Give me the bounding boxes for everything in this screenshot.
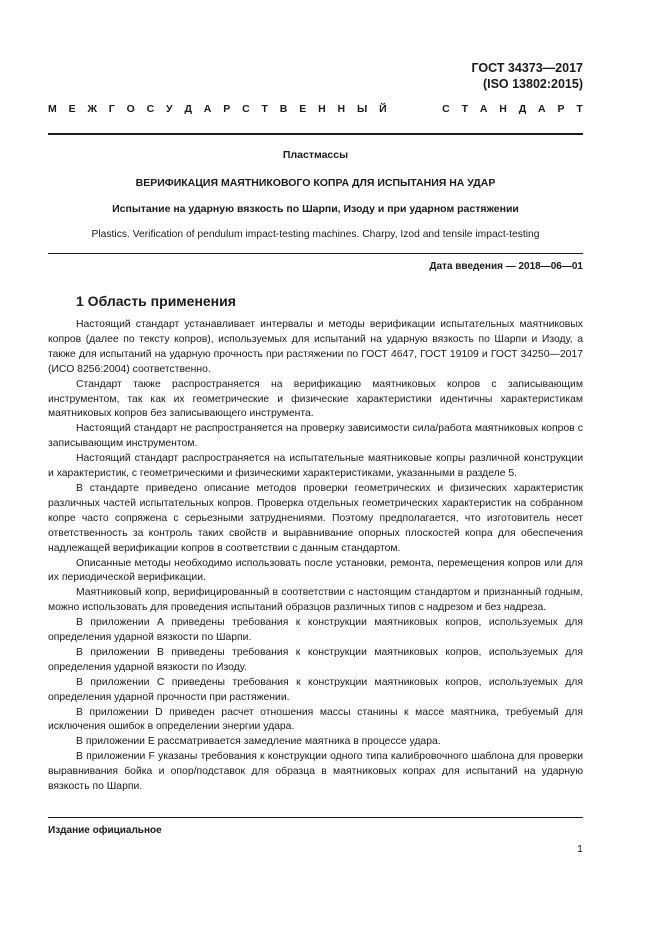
paragraph: В приложении F указаны требования к конструкции одного типа калибровочного шаблона для проверки выравнивания бойка и опор/подставок для образца в маятниковых копрах для испытаний на ударную вязкость по Шарпи. [48,751,583,793]
type-letter: Е [299,103,307,115]
paragraph: В приложении Е рассматривается замедление маятника в процессе удара. [76,736,441,748]
section-heading: 1 Область применения [76,293,236,309]
type-letter: Н [499,103,507,115]
paragraph: В стандарте приведено описание методов проверки геометрических и физических характеристик различных частей испытательных копров. Проверка отдельных геометрических характеристик на собранном копре часто сопряжена с серьезными затруднениями. Поэтому предполагается, что изготовитель несет ответственность за контроль таких свойств и выравнивание опорных плоскостей копра для обеспечения надлежащей верификации копров в соответствии с данным стандартом. [48,482,583,554]
type-letter: Т [461,103,468,115]
paragraph: Настоящий стандарт распространяется на испытательные маятниковые копры различной конструкции и характеристик, с геометрическими и физическими характеристиками, указанными в разделе 5. [48,453,583,480]
document-title: ВЕРИФИКАЦИЯ МАЯТНИКОВОГО КОПРА ДЛЯ ИСПЫТАНИЯ НА УДАР [135,177,496,189]
document-subtitle: Испытание на ударную вязкость по Шарпи, Изоду и при ударном растяжении [112,203,519,215]
footer-divider [48,817,583,818]
type-letter: Д [184,103,192,115]
paragraph: Настоящий стандарт устанавливает интервалы и методы верификации испытательных маятниковых копров (далее по тексту копров), используемых для испытаний на ударную вязкость по Шарпи и Изоду, а также для испытаний на ударную прочность при растяжении по ГОСТ 4647, ГОСТ 19109 и ГОСТ 34250—2017 (ИСО 8256:2004) соответственно. [48,319,583,375]
type-letter: Р [223,103,231,115]
type-letter: Ы [356,103,368,115]
word-gap [398,103,408,115]
paragraph: Настоящий стандарт не распространяется на проверку зависимости сила/работа маятниковых копров с записывающим инструментом. [48,423,583,450]
paragraph: Описанные методы необходимо использовать после установки, ремонта, перемещения копров или для их периодической верификации. [48,557,583,584]
type-letter: Й [379,103,387,115]
type-letter: А [538,103,546,115]
header-divider [48,133,583,135]
paragraph: Стандарт также распространяется на верификацию маятниковых копров с записывающим инструментом, так как их геометрические и физические характеристики идентичны характеристикам маятниковых копров без записывающего инструмента. [48,378,583,420]
title-divider [48,253,583,254]
type-letter: Г [108,103,115,115]
type-letter: Е [68,103,76,115]
standard-code-block [471,60,583,92]
date-introduced: Дата введения — 2018—06—01 [429,261,583,272]
type-letter: В [279,103,288,115]
page-number: 1 [577,843,583,855]
edition-label: Издание официальное [48,825,162,836]
type-letter: Д [518,103,527,115]
standard-code: ГОСТ 34373—2017 [471,61,583,75]
type-letter: А [479,103,488,115]
english-title: Plastics. Verification of pendulum impact-testing machines. Charpy, Izod and tensile impact-testing [91,229,540,240]
type-letter: Т [576,103,583,115]
type-letter: Р [557,103,565,115]
paragraph: В приложении В приведены требования к конструкции маятниковых копров, используемых для определения ударной вязкости по Изоду. [48,646,583,673]
type-letter: С [442,103,450,115]
type-letter: У [166,103,173,115]
paragraph: В приложении А приведены требования к конструкции маятниковых копров, используемых для определения ударной вязкости по Шарпи. [48,617,583,644]
word-gap [420,103,430,115]
document-group: Пластмассы [282,149,349,161]
type-letter: Н [337,103,346,115]
type-letter: С [242,103,250,115]
type-letter: М [48,103,57,115]
paragraph: В приложении D приведен расчет отношения массы станины к массе маятника, требуемый для исключения ошибок в определении энергии удара. [48,706,583,733]
section-body [48,318,583,795]
type-letter: О [126,103,135,115]
type-letter: Н [318,103,326,115]
iso-code: (ISO 13802:2015) [482,77,583,91]
paragraph: В приложении С приведены требования к конструкции маятниковых копров, используемых для определения ударной прочности при растяжении. [48,676,583,703]
type-letter: А [203,103,212,115]
paragraph: Маятниковый копр, верифицированный в соответствии с настоящим стандартом и признанный годным, можно использовать для проведения испытаний образцов различных типов с надрезом и без надреза. [48,587,583,614]
type-letter: Т [261,103,268,115]
standard-type-line [48,103,583,115]
type-letter: С [146,103,155,115]
type-letter: Ж [87,103,97,115]
